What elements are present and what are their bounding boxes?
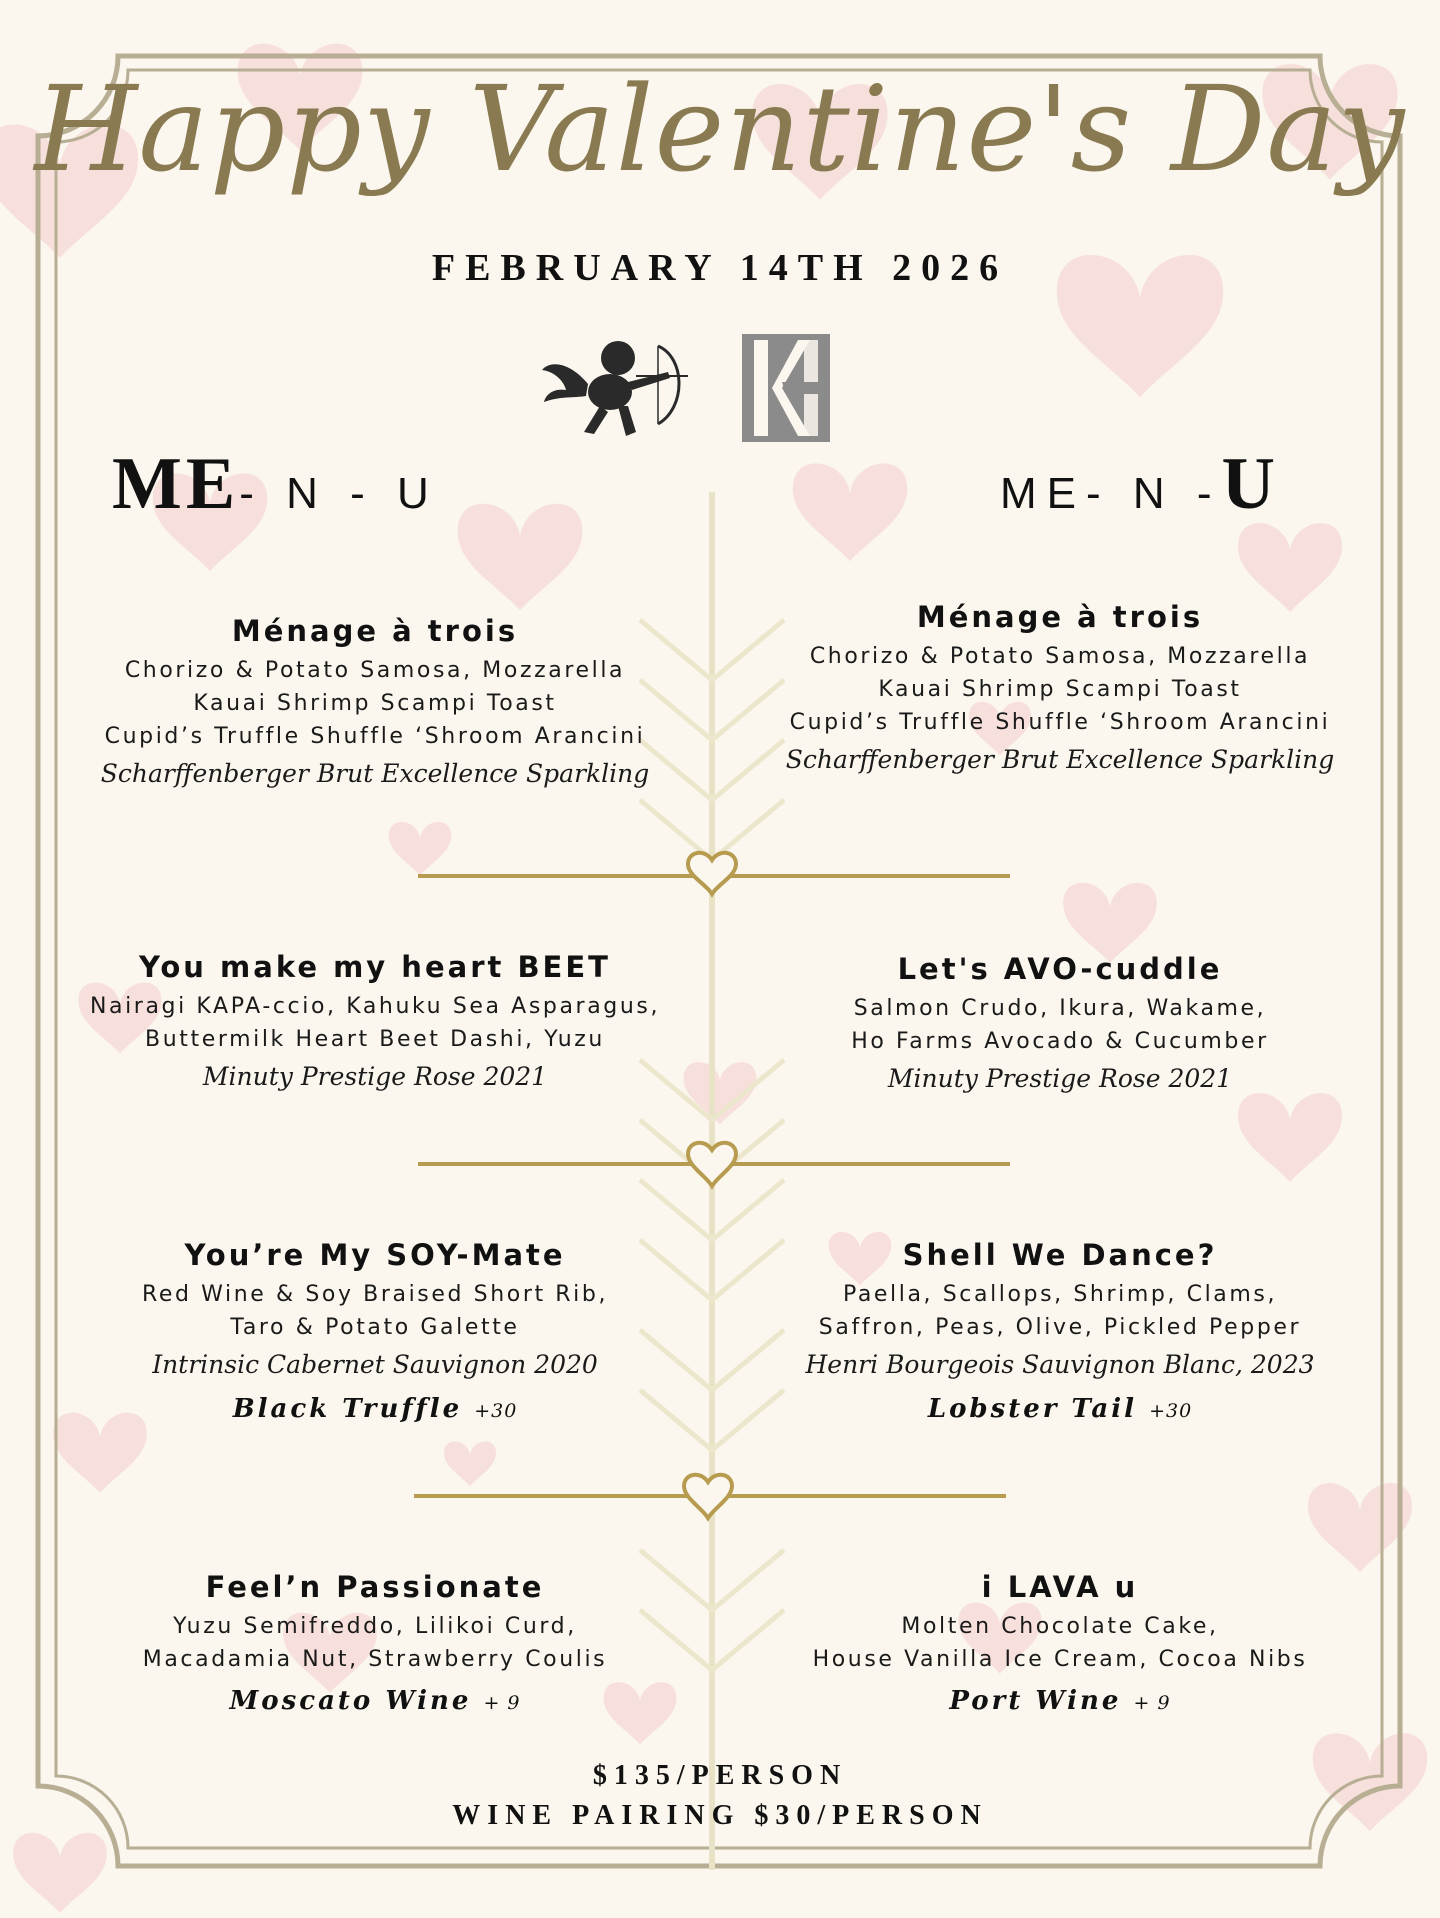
course-left-3 (80, 1238, 670, 1424)
course-title: You’re My SOY-Mate (184, 1238, 566, 1272)
add-on-label: Lobster Tail (927, 1394, 1138, 1424)
price-per-person: $135/PERSON (592, 1760, 848, 1791)
page-title: Happy Valentine's Day (34, 60, 1406, 198)
course-title: Feel’n Passionate (205, 1570, 545, 1604)
wine-pairing: Minuty Prestige Rose 2021 (887, 1064, 1233, 1093)
course-line: Yuzu Semifreddo, Lilikoi Curd, (173, 1614, 577, 1639)
course-line: Kauai Shrimp Scampi Toast (878, 677, 1242, 702)
add-on-price: + 9 (483, 1692, 521, 1714)
wine-pairing: Henri Bourgeois Sauvignon Blanc, 2023 (805, 1350, 1315, 1379)
kh-logo (742, 334, 830, 442)
course-line: Molten Chocolate Cake, (901, 1614, 1219, 1639)
menu-word-left-big: ME (112, 443, 240, 525)
course-line: Kauai Shrimp Scampi Toast (193, 691, 557, 716)
add-on-label: Black Truffle (232, 1394, 463, 1424)
add-on-label: Moscato Wine (229, 1686, 472, 1716)
course-title: Ménage à trois (916, 600, 1204, 634)
course-line: Taro & Potato Galette (230, 1315, 520, 1340)
course-line: Cupid’s Truffle Shuffle ‘Shroom Arancini (104, 724, 646, 749)
course-title: i LAVA u (981, 1570, 1139, 1604)
course-line: House Vanilla Ice Cream, Cocoa Nibs (812, 1647, 1308, 1672)
wine-pairing: Scharffenberger Brut Excellence Sparkling (785, 745, 1335, 774)
course-title: Let's AVO-cuddle (897, 952, 1223, 986)
menu-word-left-small: - N - U (239, 469, 439, 518)
wine-pairing-price: WINE PAIRING $30/PERSON (452, 1800, 988, 1831)
course-line: Red Wine & Soy Braised Short Rib, (141, 1282, 609, 1307)
course-line: Saffron, Peas, Olive, Pickled Pepper (818, 1315, 1302, 1340)
course-left-2 (70, 950, 680, 1096)
add-on-price: + 9 (1133, 1692, 1171, 1714)
course-line: Ho Farms Avocado & Cucumber (851, 1029, 1269, 1054)
course-title: You make my heart BEET (139, 950, 611, 984)
course-left-1 (80, 614, 670, 793)
wine-pairing: Minuty Prestige Rose 2021 (202, 1062, 548, 1091)
add-on (760, 1394, 1360, 1424)
add-on (80, 1686, 670, 1716)
menu-word-right-small: ME- N - (1000, 469, 1222, 518)
course-right-1 (760, 600, 1360, 779)
course-line: Paella, Scallops, Shrimp, Clams, (842, 1282, 1278, 1307)
course-line: Cupid’s Truffle Shuffle ‘Shroom Arancini (789, 710, 1331, 735)
course-right-2 (760, 952, 1360, 1098)
add-on (80, 1394, 670, 1424)
cupid-icon (540, 332, 690, 442)
menu-word-left (112, 442, 439, 527)
wine-pairing: Scharffenberger Brut Excellence Sparkling (100, 759, 650, 788)
course-line: Macadamia Nut, Strawberry Coulis (142, 1647, 608, 1672)
wine-pairing: Intrinsic Cabernet Sauvignon 2020 (152, 1350, 598, 1379)
course-line: Salmon Crudo, Ikura, Wakame, (853, 996, 1267, 1021)
event-date: FEBRUARY 14TH 2026 (431, 247, 1009, 289)
menu-word-right (1000, 442, 1279, 527)
course-right-3 (760, 1238, 1360, 1424)
add-on-price: +30 (474, 1400, 518, 1422)
course-line: Chorizo & Potato Samosa, Mozzarella (809, 644, 1311, 669)
add-on (760, 1686, 1360, 1716)
add-on-label: Port Wine (949, 1686, 1122, 1716)
course-line: Nairagi KAPA-ccio, Kahuku Sea Asparagus, (89, 994, 661, 1019)
menu-word-right-big: U (1221, 443, 1279, 525)
add-on-price: +30 (1149, 1400, 1193, 1422)
course-left-4 (80, 1570, 670, 1716)
course-right-4 (760, 1570, 1360, 1716)
course-title: Shell We Dance? (902, 1238, 1218, 1272)
course-line: Buttermilk Heart Beet Dashi, Yuzu (145, 1027, 605, 1052)
course-title: Ménage à trois (231, 614, 519, 648)
course-line: Chorizo & Potato Samosa, Mozzarella (124, 658, 626, 683)
